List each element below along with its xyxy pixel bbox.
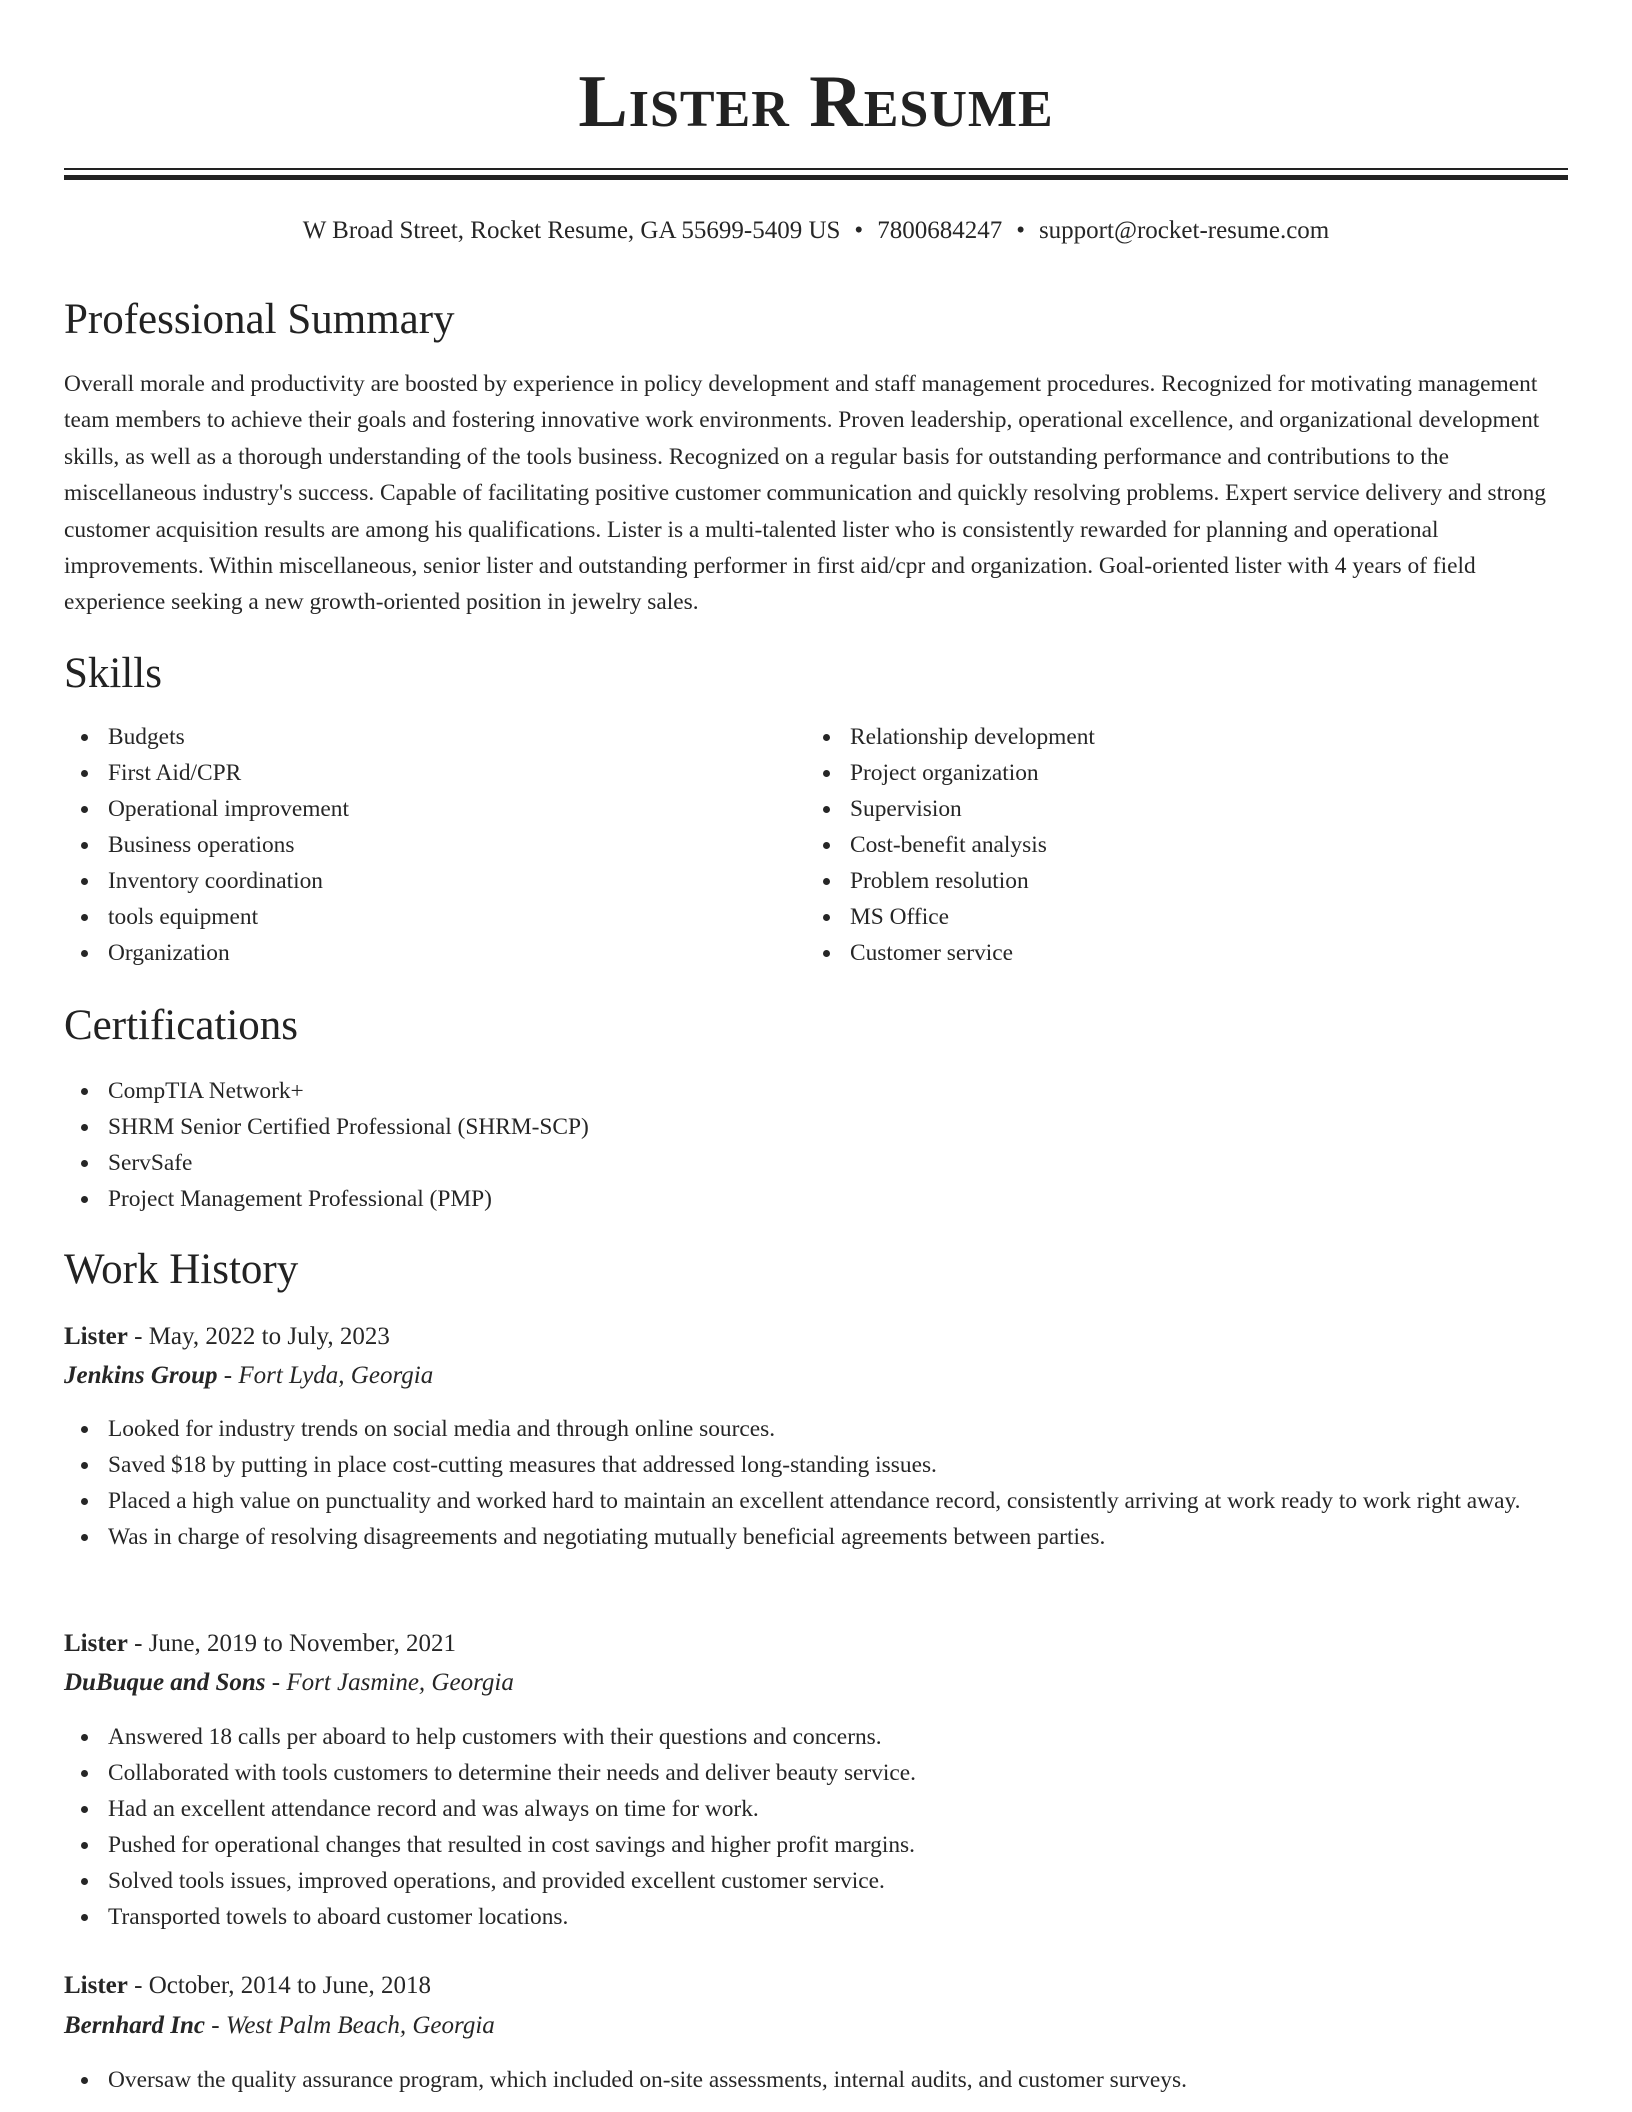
work-history-heading: Work History: [64, 1246, 299, 1293]
skill-item: Inventory coordination: [64, 863, 764, 899]
title-divider-thick: [64, 175, 1568, 180]
job-bullet: Pushed for operational changes that resulted in cost savings and higher profit margins.: [64, 1827, 1568, 1863]
job-bullet: Transported towels to aboard customer locations.: [64, 1899, 1568, 1935]
job-title: Lister: [64, 1323, 128, 1350]
job-bullet: Saved $18 by putting in place cost-cutting measures that addressed long-standing issues.: [64, 1447, 1568, 1483]
job-company-line: [64, 1357, 433, 1395]
job-location: Fort Jasmine, Georgia: [286, 1669, 514, 1696]
skill-item: First Aid/CPR: [64, 755, 764, 791]
certification-item: CompTIA Network+: [64, 1073, 1568, 1109]
job-dates: June, 2019 to November, 2021: [148, 1630, 456, 1657]
skill-item: Operational improvement: [64, 791, 764, 827]
job-dash: -: [127, 1972, 149, 1999]
certification-item: Project Management Professional (PMP): [64, 1181, 1568, 1217]
job-bullet: Had an excellent attendance record and was always on time for work.: [64, 1791, 1568, 1827]
contact-separator: •: [854, 217, 864, 244]
job-dates: October, 2014 to June, 2018: [148, 1972, 431, 1999]
job-company: Jenkins Group: [64, 1362, 218, 1389]
skill-item: Budgets: [64, 719, 764, 755]
skill-item: Problem resolution: [806, 863, 1506, 899]
skill-item: Organization: [64, 935, 764, 971]
job-bullet: Placed a high value on punctuality and worked hard to maintain an excellent attendance record, consistently arriving at work ready to work right away.: [64, 1483, 1568, 1519]
job-title-line: [64, 1968, 431, 2004]
skill-item: Cost-benefit analysis: [806, 827, 1506, 863]
job-title: Lister: [64, 1630, 128, 1657]
job-location: West Palm Beach, Georgia: [225, 2012, 495, 2039]
page-title: Lister Resume: [578, 61, 1054, 143]
certification-item: SHRM Senior Certified Professional (SHRM-SCP): [64, 1109, 1568, 1145]
skill-item: MS Office: [806, 899, 1506, 935]
job-dash: -: [265, 1669, 287, 1696]
job-bullet: Oversaw the quality assurance program, which included on-site assessments, internal audits, and customer surveys.: [64, 2062, 1568, 2098]
job-dash: -: [205, 2012, 226, 2039]
job-company: Bernhard Inc: [64, 2012, 206, 2039]
job-bullets: [64, 1719, 1568, 1935]
contact-address: W Broad Street, Rocket Resume, GA 55699-5409 US: [302, 217, 841, 244]
skills-list-left: [64, 719, 764, 971]
job-location: Fort Lyda, Georgia: [238, 1362, 434, 1389]
skills-list-right: [806, 719, 1506, 971]
skill-item: Relationship development: [806, 719, 1506, 755]
skill-item: Business operations: [64, 827, 764, 863]
skill-item: Customer service: [806, 935, 1506, 971]
job-title-line: [64, 1626, 456, 1662]
job-bullet: Answered 18 calls per aboard to help customers with their questions and concerns.: [64, 1719, 1568, 1755]
job-title-line: [64, 1319, 390, 1355]
job-bullets: [64, 1411, 1568, 1555]
job-bullet: Solved tools issues, improved operations, and provided excellent customer service.: [64, 1863, 1568, 1899]
job-title: Lister: [64, 1972, 128, 1999]
skill-item: Project organization: [806, 755, 1506, 791]
skill-item: tools equipment: [64, 899, 764, 935]
skill-item: Supervision: [806, 791, 1506, 827]
contact-separator: •: [1016, 217, 1025, 244]
job-dash: -: [127, 1630, 149, 1657]
contact-phone: 7800684247: [877, 217, 1003, 244]
certification-item: ServSafe: [64, 1145, 1568, 1181]
summary-heading: Professional Summary: [64, 296, 455, 343]
job-bullet: Looked for industry trends on social media and through online sources.: [64, 1411, 1568, 1447]
title-divider-thin: [64, 168, 1568, 170]
summary-text: Overall morale and productivity are boosted by experience in policy development and staff management procedures. Recognized for motivating management team members to achieve their goals and fostering innovative work environments. Proven leadership, operational excellence, and organizational development skills, as well as a thorough understanding of the tools business. Recognized on a regular basis for outstanding performance and contributions to the miscellaneous industry's success. Capable of facilitating positive customer communication and quickly resolving problems. Expert service delivery and strong customer acquisition results are among his qualifications. Lister is a multi-talented lister who is consistently rewarded for planning and operational improvements. Within miscellaneous, senior lister and outstanding performer in first aid/cpr and organization. Goal-oriented lister with 4 years of field experience seeking a new growth-oriented position in jewelry sales.: [64, 371, 1547, 616]
job-dash: -: [127, 1323, 149, 1350]
job-dash: -: [217, 1362, 239, 1389]
certifications-list: [64, 1073, 1568, 1217]
job-company-line: [64, 2007, 495, 2045]
job-company: DuBuque and Sons: [64, 1669, 266, 1696]
certifications-heading: Certifications: [64, 1002, 299, 1049]
contact-email: support@rocket-resume.com: [1038, 217, 1330, 244]
job-bullet: Collaborated with tools customers to determine their needs and deliver beauty service.: [64, 1755, 1568, 1791]
skills-heading: Skills: [64, 650, 162, 697]
contact-line: [64, 214, 1568, 248]
job-bullets: [64, 2062, 1568, 2098]
job-company-line: [64, 1664, 514, 1702]
job-bullet: Was in charge of resolving disagreements and negotiating mutually beneficial agreements between parties.: [64, 1519, 1568, 1555]
job-dates: May, 2022 to July, 2023: [148, 1323, 390, 1350]
